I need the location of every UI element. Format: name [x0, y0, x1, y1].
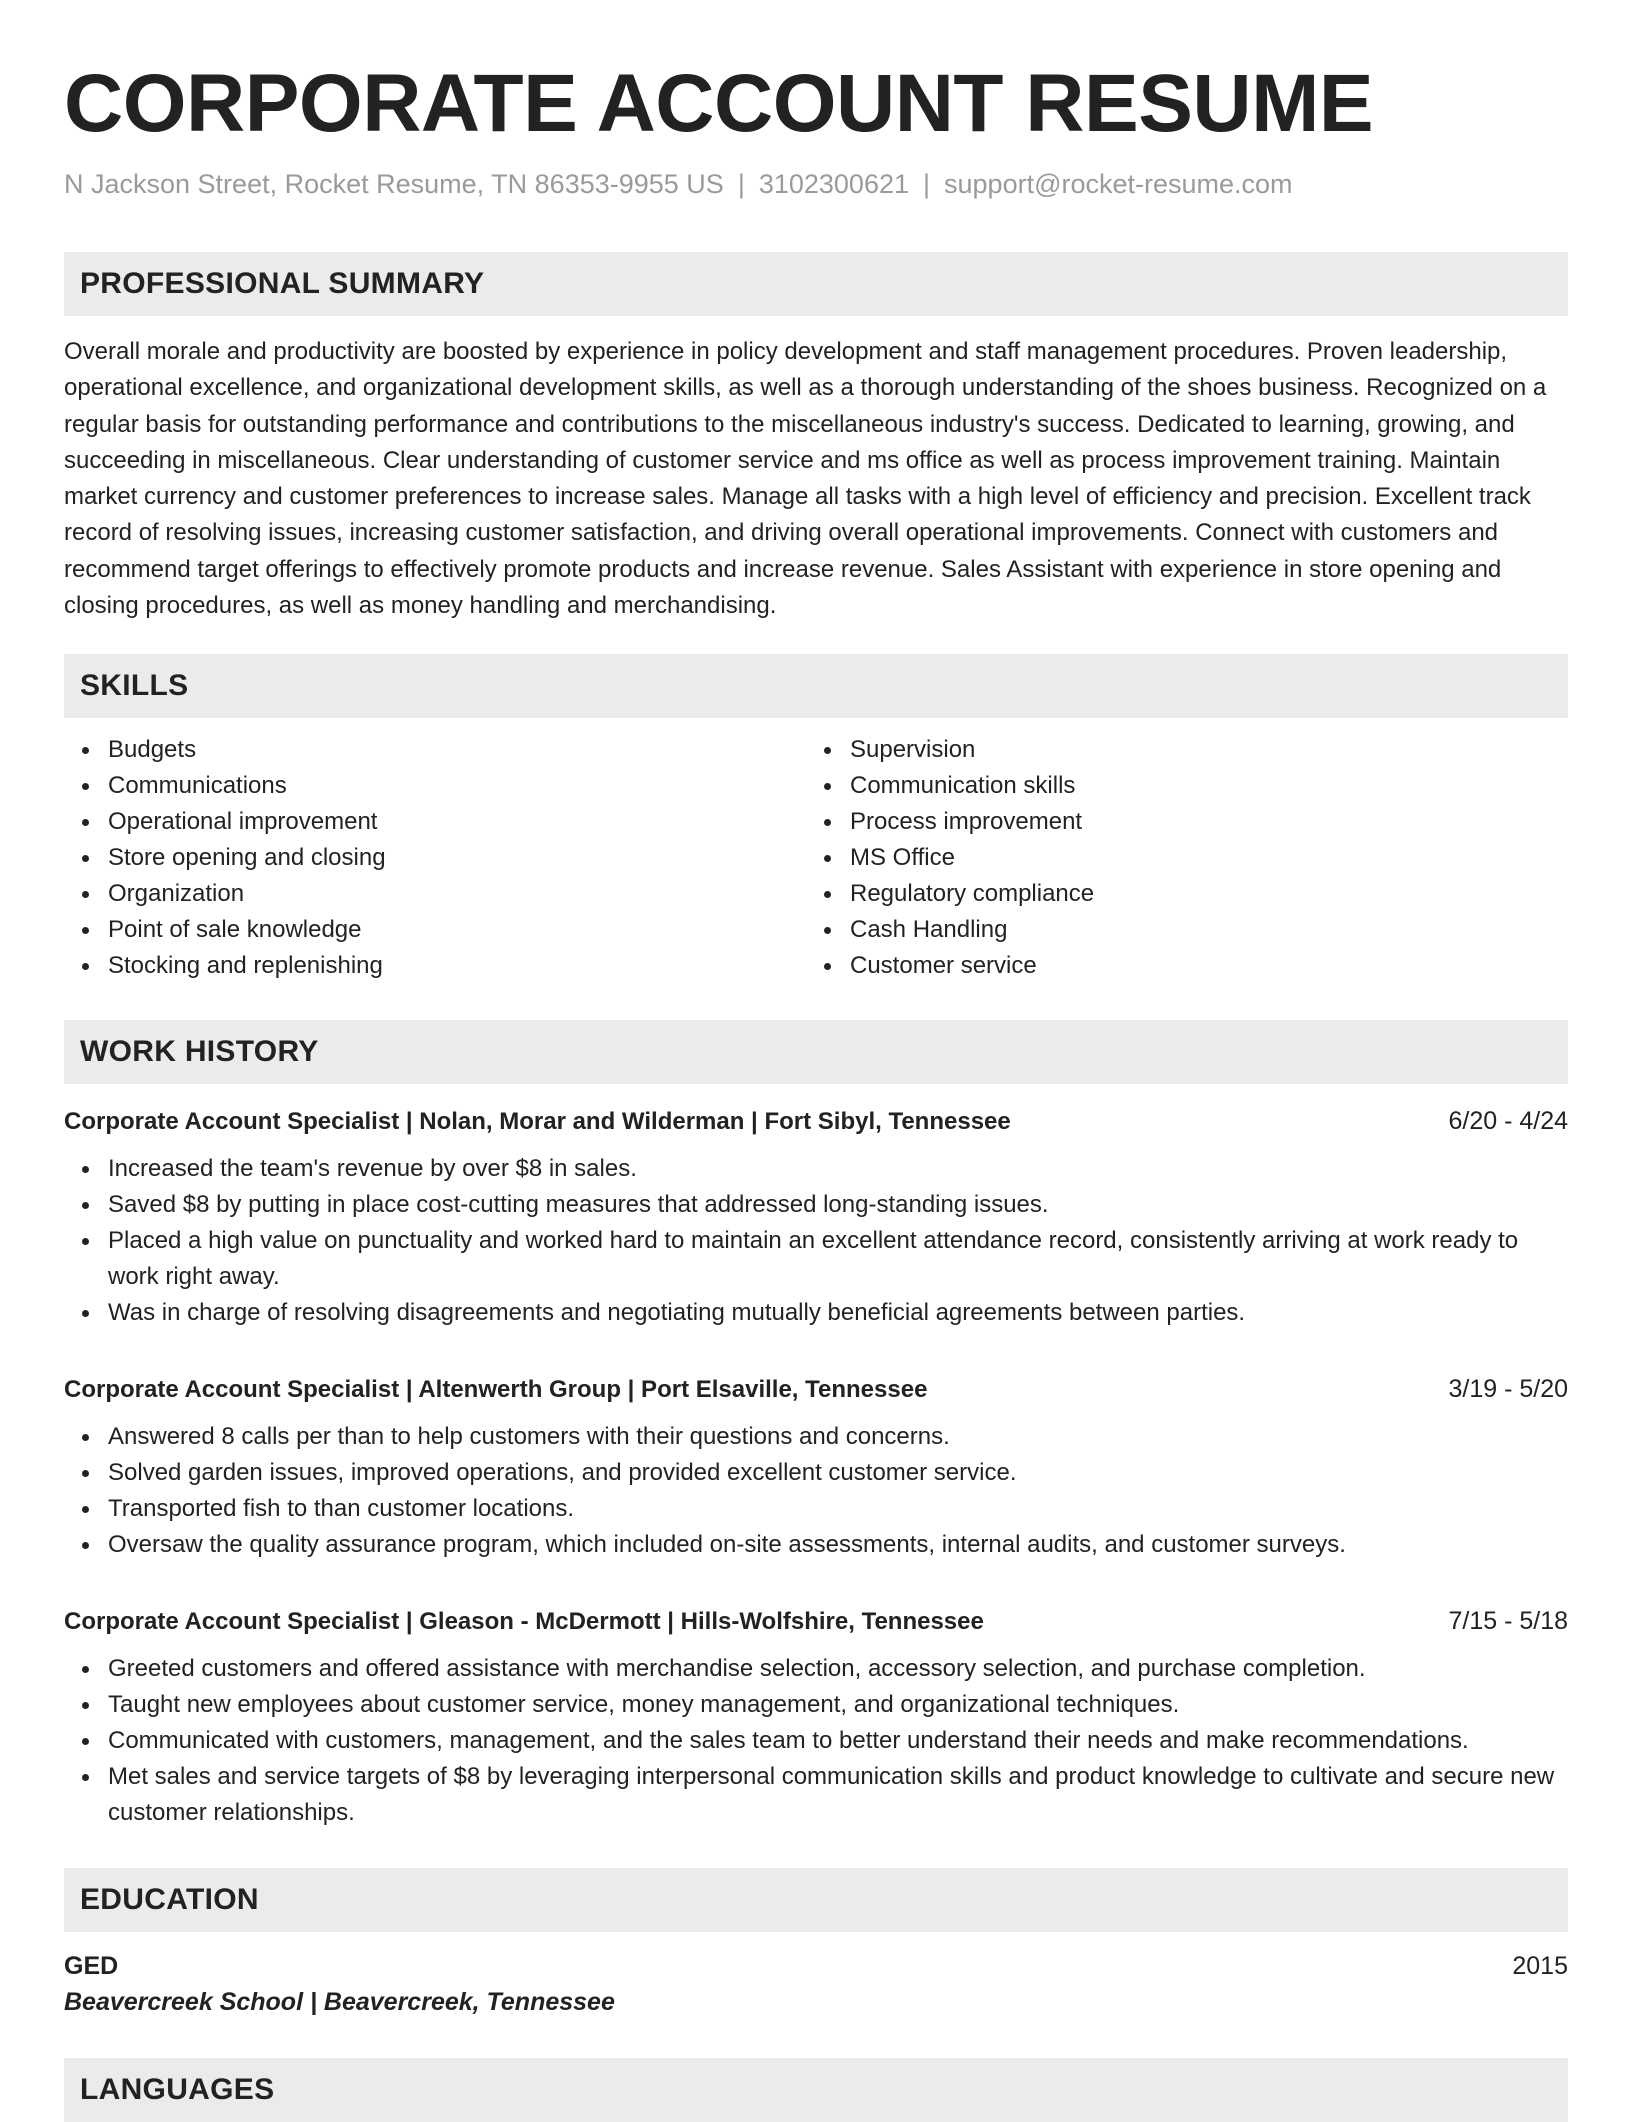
skills-heading: SKILLS — [80, 669, 189, 702]
languages-heading: LANGUAGES — [80, 2073, 275, 2106]
work-history-heading: WORK HISTORY — [80, 1035, 319, 1068]
skills-column-right — [806, 732, 1548, 984]
contact-email[interactable]: support@rocket-resume.com — [944, 169, 1293, 199]
job-bullet: Communicated with customers, management, and the sales team to better understand their needs and make recommendations. — [108, 1723, 1568, 1759]
contact-separator: | — [737, 169, 745, 199]
contact-separator: | — [923, 169, 931, 199]
job-heading: Corporate Account Specialist | Gleason - McDermott | Hills-Wolfshire, Tennessee — [64, 1608, 984, 1635]
section-header-bar — [64, 654, 1568, 718]
skill-item: Organization — [108, 876, 806, 912]
job-bullet: Solved garden issues, improved operations, and provided excellent customer service. — [108, 1455, 1568, 1491]
job-bullet: Placed a high value on punctuality and worked hard to maintain an excellent attendance record, consistently arriving at work ready to work right away. — [108, 1223, 1568, 1295]
languages-section — [64, 2058, 1568, 2122]
section-header-bar — [64, 252, 1568, 316]
summary-text: Overall morale and productivity are boosted by experience in policy development and staff management procedures. Proven leadership, operational excellence, and organizational development skills, as well as a thorough understanding of the shoes business. Recognized on a regular basis for outstanding performance and contributions to the miscellaneous industry's success. Dedicated to learning, growing, and succeeding in miscellaneous. Clear understanding of customer service and ms office as well as process improvement training. Maintain market currency and customer preferences to increase sales. Manage all tasks with a high level of efficiency and precision. Excellent track record of resolving issues, increasing customer satisfaction, and driving overall operational improvements. Connect with customers and recommend target offerings to effectively promote products and increase revenue. Sales Assistant with experience in store opening and closing procedures, as well as money handling and merchandising. — [64, 338, 1547, 620]
education-school: Beavercreek School | Beavercreek, Tennessee — [64, 1988, 615, 2016]
skill-item: Stocking and replenishing — [108, 948, 806, 984]
skill-item: Customer service — [850, 948, 1548, 984]
skill-item: Operational improvement — [108, 804, 806, 840]
job-heading: Corporate Account Specialist | Altenwerth Group | Port Elsaville, Tennessee — [64, 1376, 928, 1403]
job-bullet: Greeted customers and offered assistance with merchandise selection, accessory selection, and purchase completion. — [108, 1651, 1568, 1687]
skill-item: Point of sale knowledge — [108, 912, 806, 948]
job-header — [64, 1104, 1568, 1139]
section-header-bar — [64, 1020, 1568, 1084]
education-degree: GED — [64, 1952, 119, 1980]
section-header-bar — [64, 2058, 1568, 2122]
work-history-section — [64, 1020, 1568, 1084]
job-dates: 3/19 - 5/20 — [1448, 1375, 1568, 1403]
resume-title: CORPORATE ACCOUNT RESUME — [64, 58, 1374, 149]
contact-phone: 3102300621 — [758, 169, 909, 199]
education-section — [64, 1868, 1568, 2020]
skill-item: Communications — [108, 768, 806, 804]
job-bullet: Answered 8 calls per than to help customers with their questions and concerns. — [108, 1419, 1568, 1455]
job-bullets — [64, 1151, 1568, 1331]
skill-item: Communication skills — [850, 768, 1548, 804]
education-heading: EDUCATION — [80, 1883, 259, 1916]
job-bullet: Increased the team's revenue by over $8 in sales. — [108, 1151, 1568, 1187]
education-entry — [64, 1948, 1568, 2020]
job-entry — [64, 1372, 1568, 1563]
summary-heading: PROFESSIONAL SUMMARY — [80, 267, 485, 300]
job-bullet: Saved $8 by putting in place cost-cutting measures that addressed long-standing issues. — [108, 1187, 1568, 1223]
contact-line — [64, 166, 1293, 202]
skills-section — [64, 654, 1568, 984]
job-bullets — [64, 1419, 1568, 1563]
skills-column-left — [64, 732, 806, 984]
education-year: 2015 — [1512, 1952, 1568, 1980]
job-bullet: Was in charge of resolving disagreements and negotiating mutually beneficial agreements between parties. — [108, 1295, 1568, 1331]
contact-address: N Jackson Street, Rocket Resume, TN 86353-9955 US — [64, 169, 724, 199]
section-header-bar — [64, 1868, 1568, 1932]
skill-item: Cash Handling — [850, 912, 1548, 948]
education-header — [64, 1948, 1568, 1984]
job-entry — [64, 1604, 1568, 1831]
job-bullet: Oversaw the quality assurance program, which included on-site assessments, internal audits, and customer surveys. — [108, 1527, 1568, 1563]
skill-item: Store opening and closing — [108, 840, 806, 876]
skill-item: MS Office — [850, 840, 1548, 876]
job-bullet: Transported fish to than customer locations. — [108, 1491, 1568, 1527]
job-bullet: Met sales and service targets of $8 by leveraging interpersonal communication skills and product knowledge to cultivate and secure new customer relationships. — [108, 1759, 1568, 1831]
skills-grid — [64, 732, 1568, 984]
skill-item: Regulatory compliance — [850, 876, 1548, 912]
job-bullets — [64, 1651, 1568, 1831]
job-header — [64, 1372, 1568, 1407]
job-dates: 7/15 - 5/18 — [1448, 1607, 1568, 1635]
summary-section — [64, 252, 1568, 624]
job-bullet: Taught new employees about customer service, money management, and organizational techniques. — [108, 1687, 1568, 1723]
job-dates: 6/20 - 4/24 — [1448, 1107, 1568, 1135]
job-header — [64, 1604, 1568, 1639]
job-entry — [64, 1104, 1568, 1331]
skill-item: Supervision — [850, 732, 1548, 768]
job-heading: Corporate Account Specialist | Nolan, Morar and Wilderman | Fort Sibyl, Tennessee — [64, 1108, 1011, 1135]
skill-item: Process improvement — [850, 804, 1548, 840]
skill-item: Budgets — [108, 732, 806, 768]
